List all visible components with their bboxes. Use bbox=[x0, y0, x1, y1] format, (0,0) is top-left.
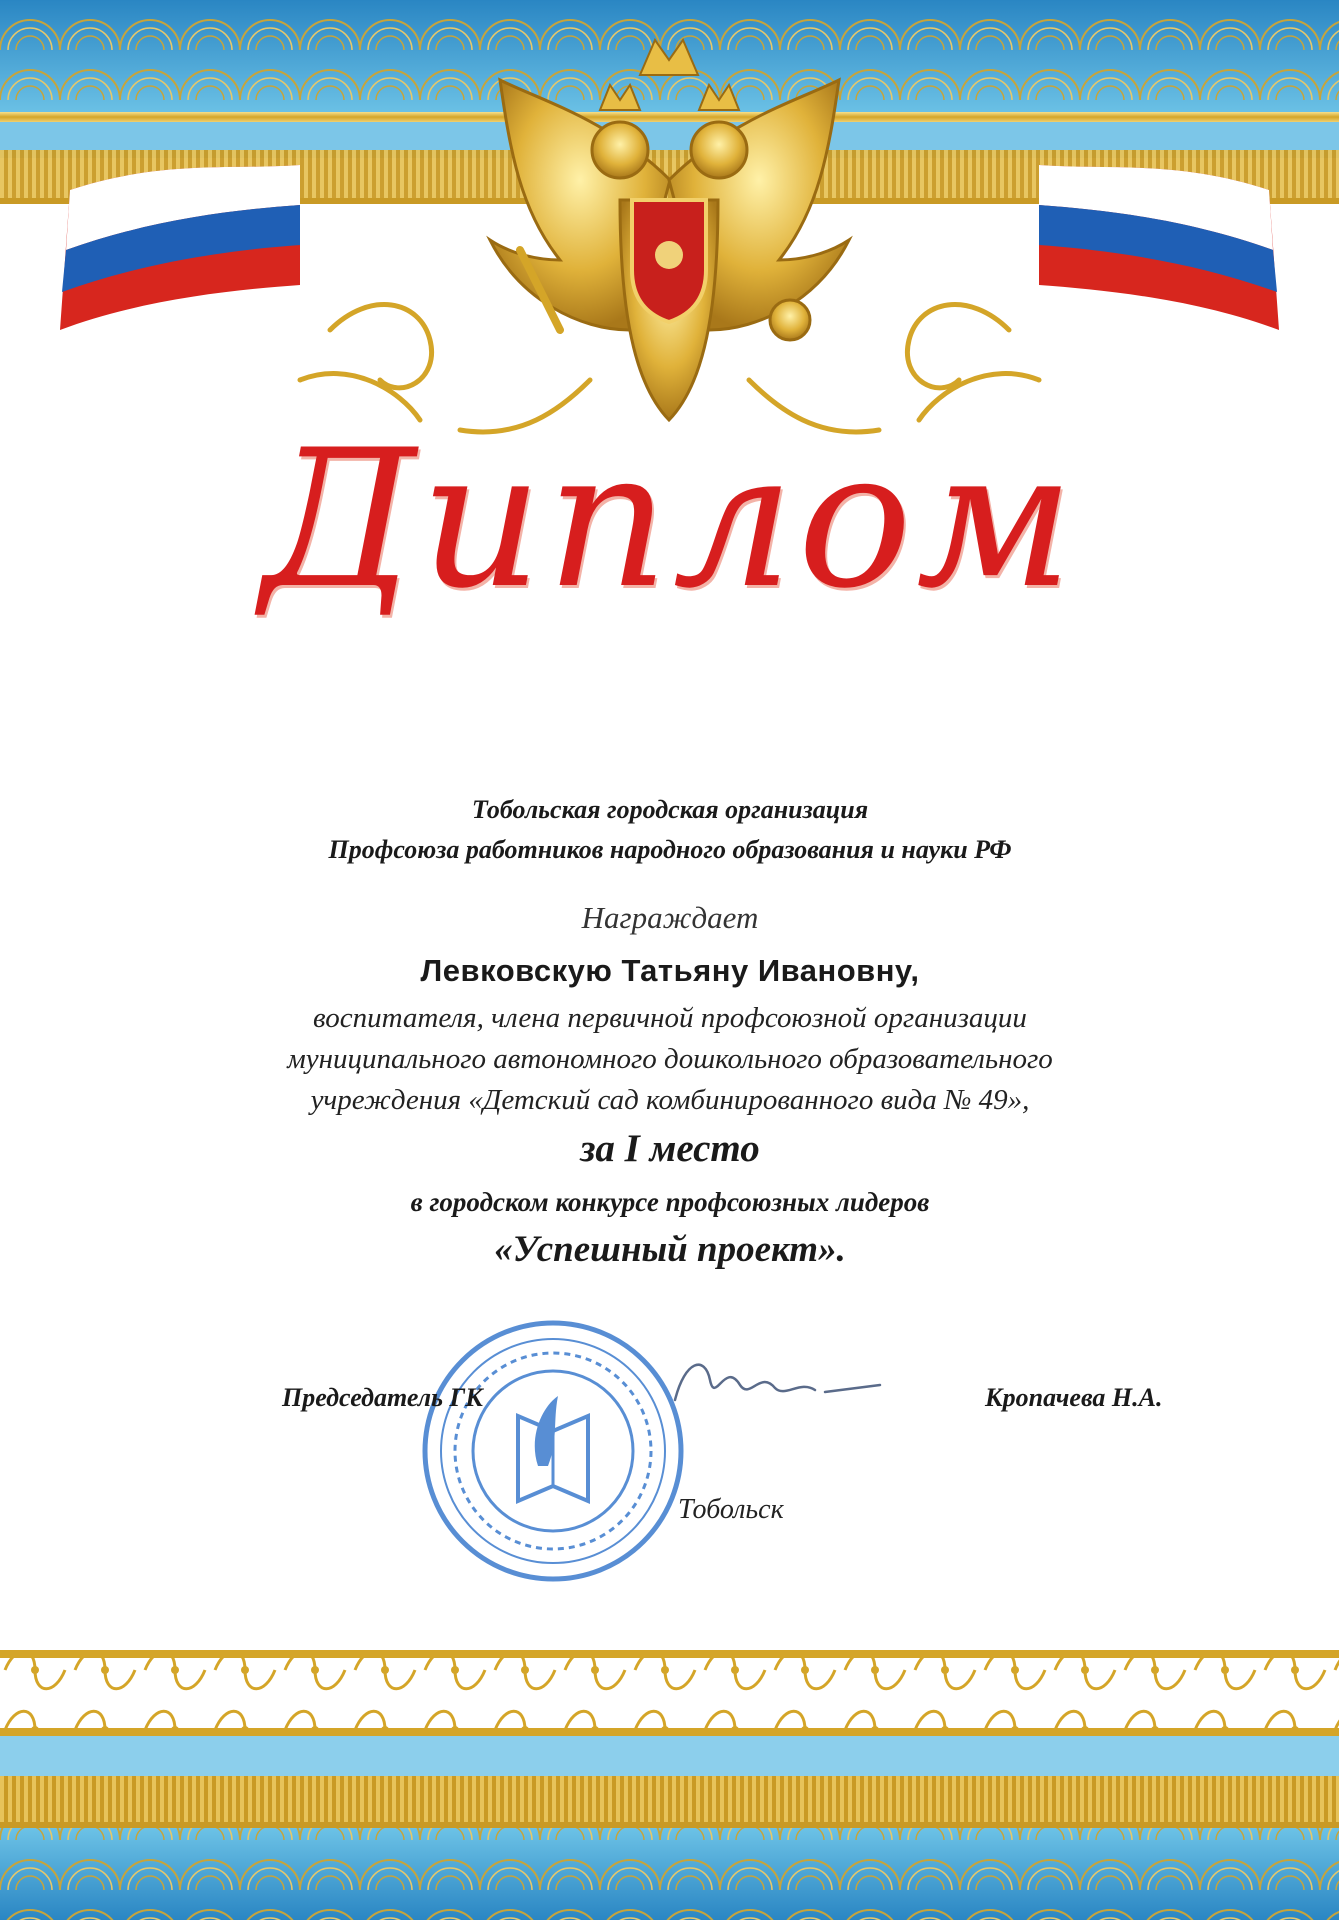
position-line-2: муниципального автономного дошкольного образовательного bbox=[287, 1043, 1053, 1075]
chairman-label: Председатель ГК bbox=[282, 1383, 483, 1412]
union-seal-stamp bbox=[418, 1316, 688, 1586]
bottom-ornament-border bbox=[0, 1640, 1339, 1920]
recipient-position bbox=[180, 998, 1160, 1121]
issuing-organization bbox=[180, 790, 1160, 870]
position-line-1: воспитателя, члена первичной профсоюзной организации bbox=[313, 1002, 1027, 1034]
city-name: Тобольск bbox=[678, 1494, 784, 1525]
chairman-name: Кропачева Н.А. bbox=[985, 1383, 1163, 1412]
certificate-title: Диплом bbox=[261, 409, 1078, 630]
award-place: за I место bbox=[580, 1127, 760, 1170]
organization-line-1: Тобольская городская организация bbox=[471, 795, 869, 824]
contest-name: в городском конкурсе профсоюзных лидеров bbox=[410, 1187, 930, 1217]
handwritten-signature bbox=[665, 1340, 895, 1430]
organization-line-2: Профсоюза работников народного образования и науки РФ bbox=[328, 835, 1012, 864]
double-headed-eagle-emblem bbox=[0, 0, 1339, 470]
recipient-name: Левковскую Татьяну Ивановну, bbox=[420, 953, 920, 988]
position-line-3: учреждения «Детский сад комбинированного вида № 49», bbox=[310, 1084, 1030, 1116]
awards-verb: Награждает bbox=[581, 900, 759, 935]
project-name: «Успешный проект». bbox=[494, 1229, 846, 1270]
